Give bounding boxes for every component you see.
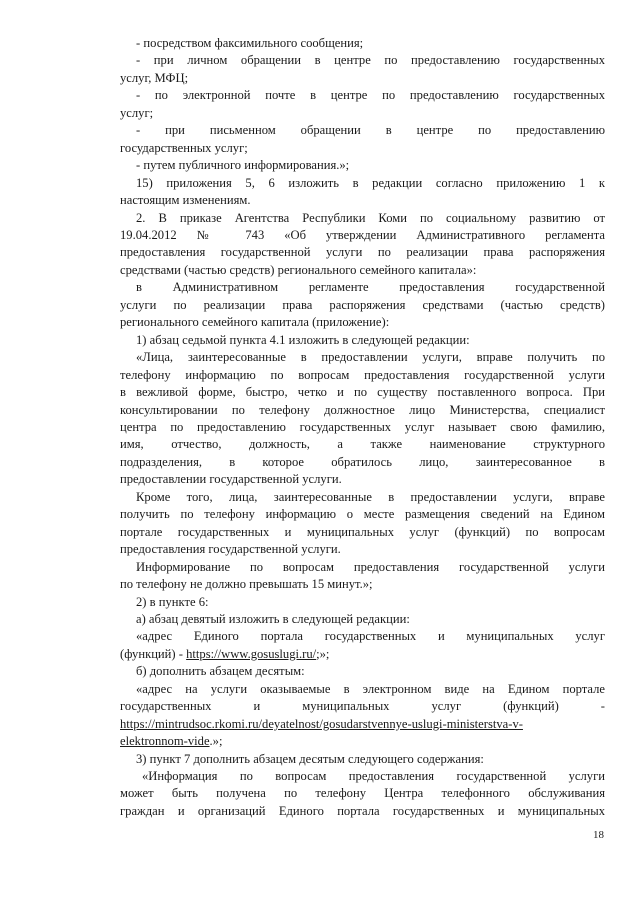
text-line: - по электронной почте в центре по предоставлению государственных — [136, 88, 605, 103]
text-line: 3) пункт 7 дополнить абзацем десятым следующего содержания: — [136, 751, 484, 766]
text-line: в вежливой форме, быстро, четко и по существу поставленного вопроса. При — [120, 385, 605, 400]
text-line — [120, 716, 605, 733]
text-line: настоящим изменениям. — [120, 193, 251, 208]
text-line: 1) абзац седьмой пункта 4.1 изложить в следующей редакции: — [136, 332, 470, 347]
text-line: 19.04.2012 № 743 «Об утверждении Административного регламента — [120, 227, 605, 242]
text-line: - при личном обращении в центре по предоставлению государственных — [136, 53, 605, 68]
text-line: elektronnom-vide.»; — [120, 734, 223, 749]
text-line: «адрес Единого портала государственных и муниципальных услуг — [136, 629, 605, 644]
gosuslugi-link[interactable]: https://www.gosuslugi.ru/ — [186, 646, 317, 661]
text-line: государственных и муниципальных услуг (функций) - — [120, 699, 605, 714]
text-line: 2. В приказе Агентства Республики Коми по социальному развитию от — [136, 210, 605, 225]
text-line: «адрес на услуги оказываемые в электронном виде на Едином портале — [136, 681, 605, 696]
text-line: портале государственных и муниципальных услуг (функций) по вопросам — [120, 524, 605, 539]
text-line: - при письменном обращении в центре по предоставлению — [136, 123, 605, 138]
text-line: 2) в пункте 6: — [136, 594, 209, 609]
text-line: в Административном регламенте предоставления государственной — [136, 280, 605, 295]
text-line: «Информация по вопросам предоставления государственной услуги — [142, 769, 605, 784]
text-line: предоставления государственной услуги по реализации права распоряжения — [120, 245, 605, 260]
text-line: - путем публичного информирования.»; — [136, 158, 350, 173]
text-line: услуги по реализации права распоряжения средствами (частью средств) — [120, 297, 605, 312]
text-line: центра по предоставлению государственных услуг называет свою фамилию, — [120, 419, 605, 434]
text-line: Кроме того, лица, заинтересованные в предоставлении услуги, вправе — [136, 489, 605, 504]
text-line: может быть получена по телефону Центра телефонного обслуживания — [120, 786, 605, 801]
text-line: услуг, МФЦ; — [120, 70, 189, 85]
text-line: Информирование по вопросам предоставления государственной услуги — [136, 559, 605, 574]
text-line: услуг; — [120, 105, 154, 120]
text-line: граждан и организаций Единого портала государственных и муниципальных — [120, 803, 605, 818]
text-line: «Лица, заинтересованные в предоставлении услуги, вправе получить по — [136, 350, 605, 365]
page-number: 18 — [593, 829, 604, 841]
text-line: 15) приложения 5, 6 изложить в редакции согласно приложению 1 к — [136, 175, 605, 190]
mintrudsoc-link[interactable]: https://mintrudsoc.rkomi.ru/deyatelnost/gosudarstvennye-uslugi-ministerstva-v- — [120, 716, 523, 731]
text-line: регионального семейного капитала (приложение): — [120, 315, 390, 330]
text-line: а) абзац девятый изложить в следующей редакции: — [136, 611, 410, 626]
text-line: подразделения, в которое обратилось лицо, заинтересованное в — [120, 454, 605, 469]
text-line: (функций) - https://www.gosuslugi.ru/;»; — [120, 646, 330, 661]
text-line: - посредством факсимильного сообщения; — [136, 36, 364, 50]
text-line: предоставлении государственной услуги. — [120, 472, 342, 487]
text-line: предоставления государственной услуги. — [120, 542, 341, 557]
text-line: средствами (частью средств) регионального семейного капитала»: — [120, 262, 477, 277]
text-line: б) дополнить абзацем десятым: — [136, 664, 305, 679]
text-line: имя, отчество, должность, а также наименование структурного — [120, 437, 605, 452]
text-line: государственных услуг; — [120, 140, 248, 155]
mintrudsoc-link-continued[interactable]: elektronnom-vide — [120, 734, 210, 749]
text-line: по телефону не должно превышать 15 минут.»; — [120, 577, 373, 592]
text-line: консультировании по телефону должностное лицо Министерства, специалист — [120, 402, 605, 417]
document-body — [120, 35, 605, 820]
text-line: получить по телефону информацию о месте размещения сведений на Едином — [120, 507, 605, 522]
text-line: телефону информацию по вопросам предоставления государственной услуги — [120, 367, 605, 382]
